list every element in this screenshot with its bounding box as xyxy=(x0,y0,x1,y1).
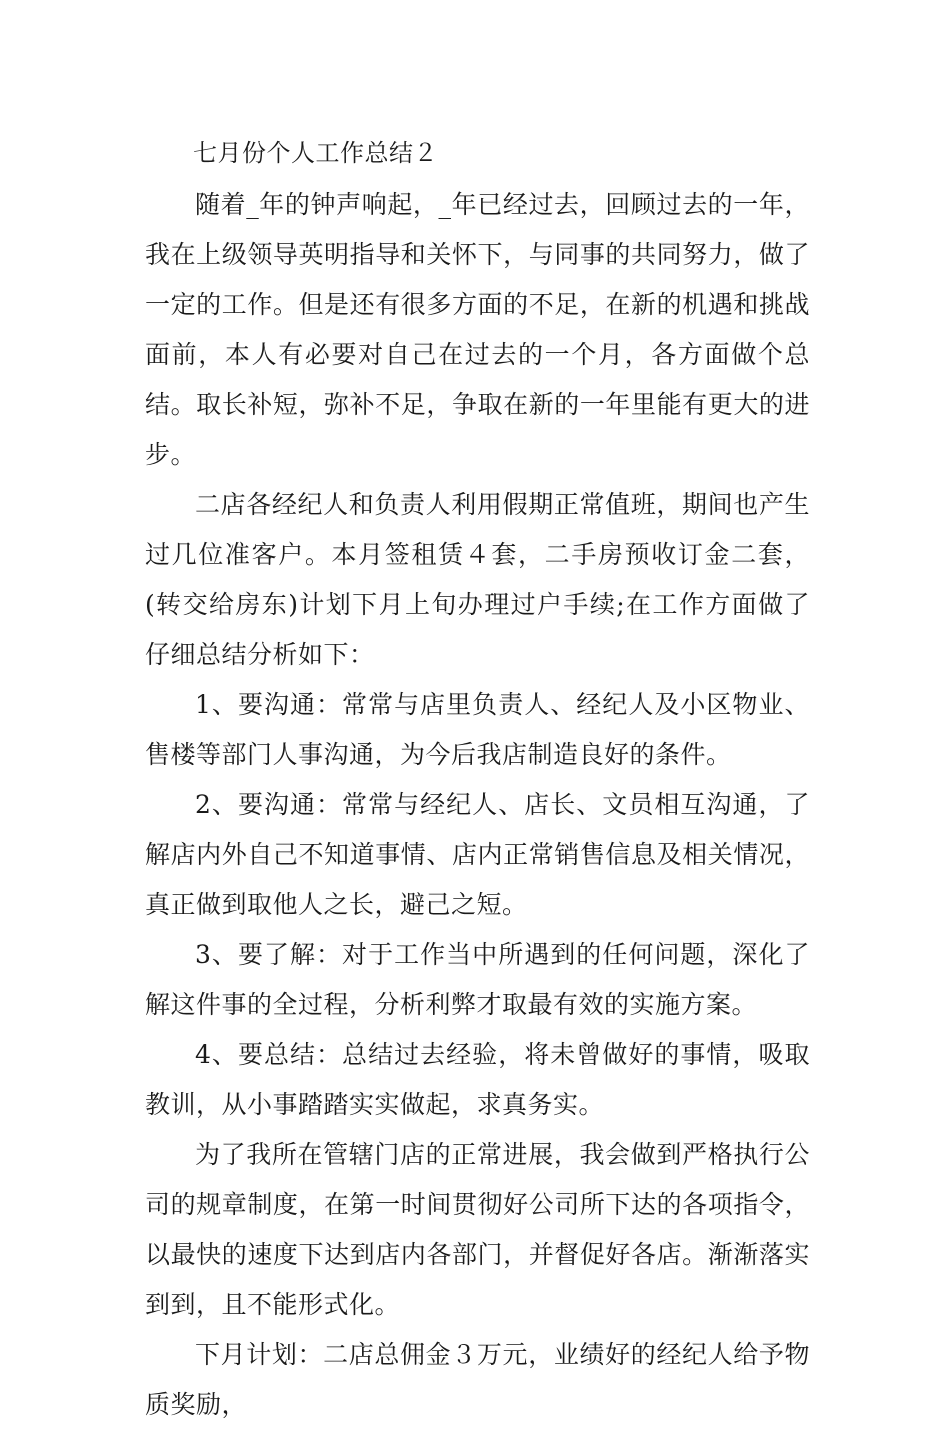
paragraph-next-month-plan: 下月计划：二店总佣金３万元，业绩好的经纪人给予物质奖励， xyxy=(145,1340,810,1419)
paragraph-item-4: 4、要总结：总结过去经验，将未曾做好的事情，吸取教训，从小事踏踏实实做起，求真务实。 xyxy=(145,1040,810,1119)
paragraph-item-3: 3、要了解：对于工作当中所遇到的任何问题，深化了解这件事的全过程，分析利弊才取最有效的实施方案。 xyxy=(145,940,810,1019)
paragraph-item-1: 1、要沟通：常常与店里负责人、经纪人及小区物业、售楼等部门人事沟通，为今后我店制造良好的条件。 xyxy=(145,690,810,769)
document-title: 七月份个人工作总结２ xyxy=(193,139,438,167)
document-body xyxy=(145,128,810,1430)
paragraph-intro: 随着_年的钟声响起，_年已经过去，回顾过去的一年，我在上级领导英明指导和关怀下，与同事的共同努力，做了一定的工作。但是还有很多方面的不足，在新的机遇和挑战面前，本人有必要对自己在过去的一个月，各方面做个总结。取长补短，弥补不足，争取在新的一年里能有更大的进步。 xyxy=(145,190,810,469)
paragraph-store-summary: 二店各经纪人和负责人利用假期正常值班，期间也产生过几位准客户。本月签租赁４套，二手房预收订金二套，(转交给房东)计划下月上旬办理过户手续;在工作方面做了仔细总结分析如下： xyxy=(145,490,810,669)
paragraph-management: 为了我所在管辖门店的正常进展，我会做到严格执行公司的规章制度，在第一时间贯彻好公司所下达的各项指令，以最快的速度下达到店内各部门，并督促好各店。渐渐落实到到，且不能形式化。 xyxy=(145,1140,810,1319)
paragraph-item-2: 2、要沟通：常常与经纪人、店长、文员相互沟通，了解店内外自己不知道事情、店内正常销售信息及相关情况，真正做到取他人之长，避己之短。 xyxy=(145,790,810,919)
